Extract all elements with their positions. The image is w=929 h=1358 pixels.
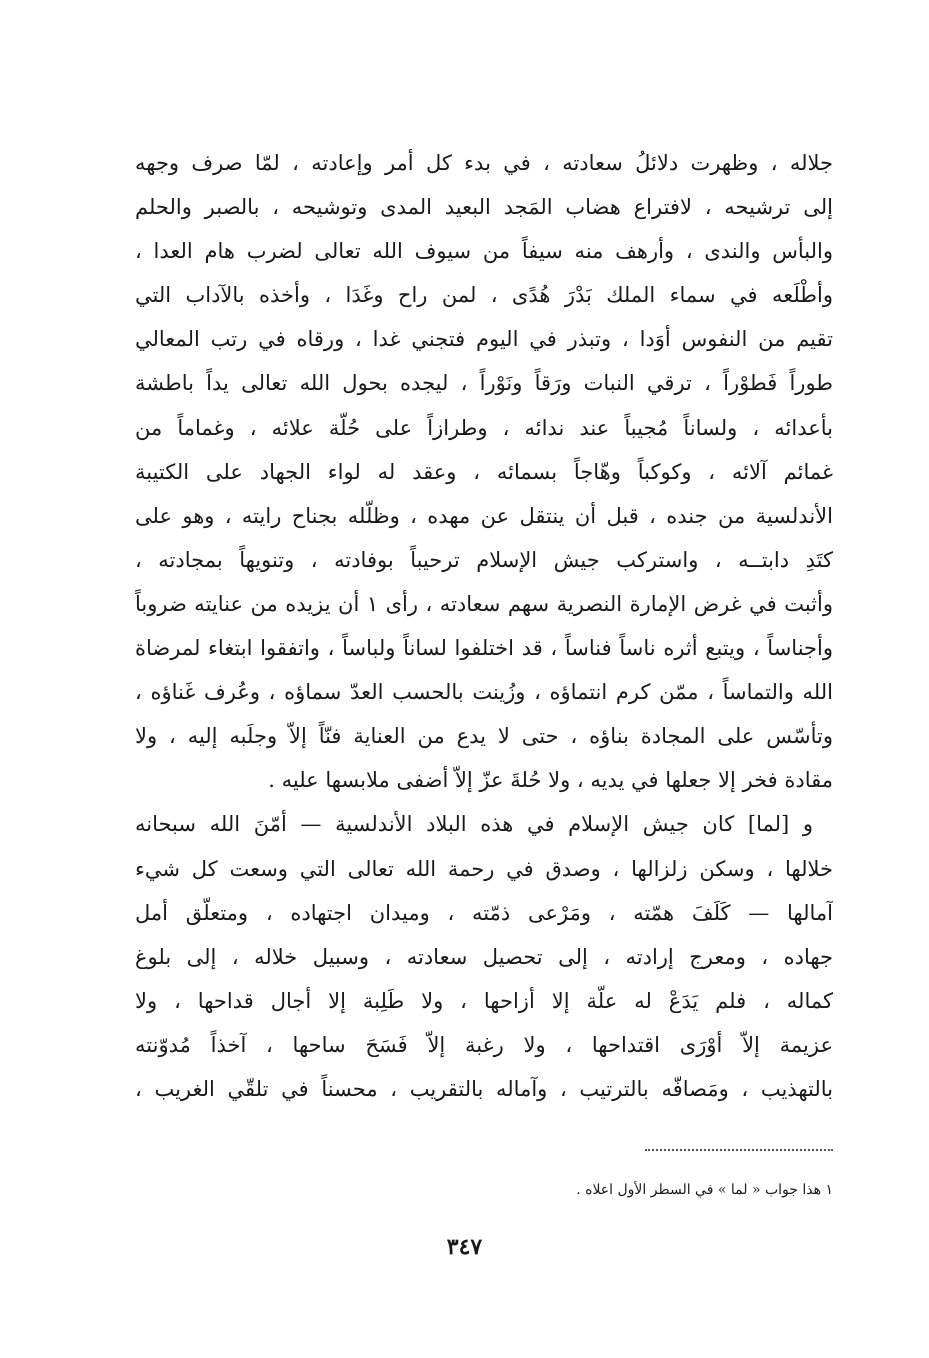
text-line: والبأس والندى ، وأرهف منه سيفاً من سيوف الله تعالى لضرب هام العدا ، xyxy=(135,239,833,264)
text-line: عزيمة إلاّ أوْرَى اقتداحها ، ولا رغبة إلاّ فَسَحَ ساحها ، آخذاً مُدوّنته xyxy=(135,1032,833,1057)
footnote: ١ هذا جواب « لما » في السطر الأول اعلاه . xyxy=(576,1182,833,1198)
text-line: وأجناساً ، ويتبع أثره ناساً فناساً ، قد اختلفوا لساناً ولباساً ، واتفقوا ابتغاء لمرضاة xyxy=(135,636,833,661)
text-line: طوراً فَطوْراً ، ترقي النبات ورَقاً ونَوْراً ، ليجده بحول الله تعالى يداً باطشة xyxy=(135,371,833,396)
footnote-separator xyxy=(645,1149,833,1151)
text-line: كماله ، فلم يَدَعْ له علّة إلا أزاحها ، ولا طَلِبة إلا أجال قداحها ، ولا xyxy=(135,988,833,1013)
text-line: بأعدائه ، ولساناً مُجيباً عند ندائه ، وطرازاً على حُلّة علائه ، وغماماً من xyxy=(135,415,833,440)
text-line: بالتهذيب ، ومَصافّه بالترتيب ، وآماله بالتقريب ، محسناً في تلقّي الغريب ، xyxy=(135,1076,833,1101)
text-line: جلاله ، وظهرت دلائلُ سعادته ، في بدء كل أمر وإعادته ، لمّا صرف وجهه xyxy=(135,151,833,175)
text-line: خلالها ، وسكن زلزالها ، وصدق في رحمة الله تعالى التي وسعت كل شيء xyxy=(135,856,833,881)
text-line: و [لما] كان جيش الإسلام في هذه البلاد الأندلسية — أمّنَ الله سبحانه xyxy=(135,812,813,837)
text-line: كتَدِ دابتــه ، واستركب جيش الإسلام ترحيباً بوفادته ، وتنويهاً بمجادته ، xyxy=(135,547,833,572)
text-line: وتأسّس على المجادة بناؤه ، حتى لا يدع من العناية فنّاً إلاّ وجلَبه إليه ، ولا xyxy=(135,724,833,749)
text-line: وأثبت في غرض الإمارة النصرية سهم سعادته ، رأى ١ أن يزيده من عنايته ضروباً xyxy=(135,591,833,616)
text-line: تقيم من النفوس أوَدا ، وتبذر في اليوم فتجني غدا ، ورقاه في رتب المعالي xyxy=(135,327,833,352)
text-line: وأطْلَعه في سماء الملك بَدْرَ هُدًى ، لمن راح وغَدَا ، وأخذه بالآداب التي xyxy=(135,283,833,308)
text-line: الله والتماساً ، ممّن كرم انتماؤه ، وزُينت بالحسب العدّ سماؤه ، وعُرف غَناؤه ، xyxy=(135,680,833,705)
text-line: غمائم آلائه ، وكوكباً وهّاجاً بسمائه ، وعقد له لواء الجهاد على الكتيبة xyxy=(135,459,833,484)
body-text xyxy=(135,141,833,1111)
text-line: آمالها — كَلَفَ همّته ، ومَرْعى ذمّته ، وميدان اجتهاده ، ومتعلّق أمل xyxy=(135,900,833,925)
text-line: الأندلسية من جنده ، قبل أن ينتقل عن مهده ، وظلّله بجناح رايته ، وهو على xyxy=(135,503,833,528)
page-number: ٣٤٧ xyxy=(446,1234,483,1260)
text-line: إلى ترشيحه ، لافتراع هضاب المَجد البعيد المدى وتوشيحه ، بالصبر والحلم xyxy=(135,195,833,220)
text-line: مقادة فخر إلا جعلها في يديه ، ولا حُلةَ عزّ إلاّ أضفى ملابسها عليه . xyxy=(268,768,833,793)
text-line: جهاده ، ومعرج إرادته ، إلى تحصيل سعادته ، وسبيل خلاله ، إلى بلوغ xyxy=(135,944,833,969)
